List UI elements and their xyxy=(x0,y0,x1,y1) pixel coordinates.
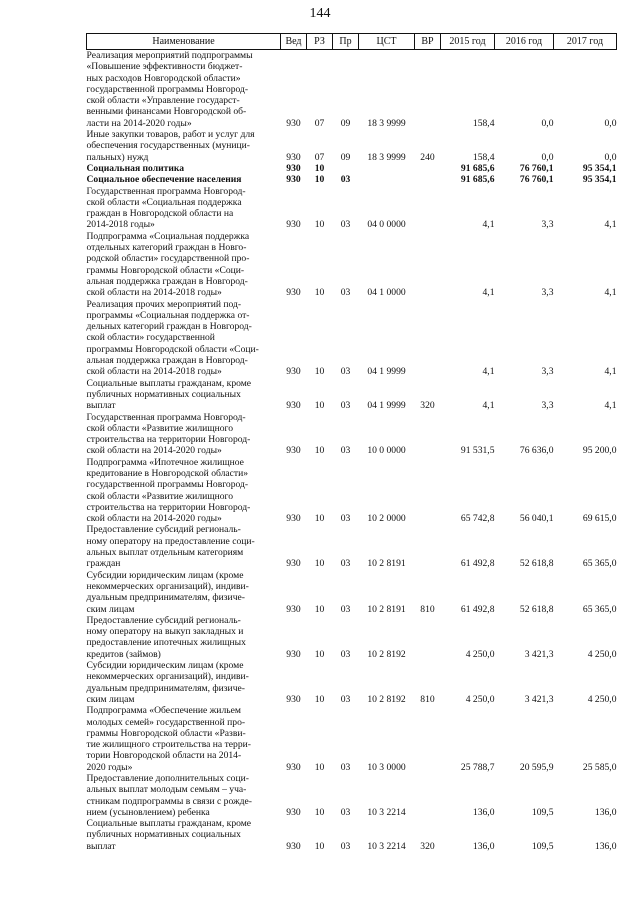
table-row xyxy=(87,570,617,615)
cell-name: Подпрограмма «Ипотечное жилищное кредитование в Новгородской области» государственной программы Новгород- ской области «Развитие жилищного строительства на территории Новгород- ской области на 2014-2020 годы» xyxy=(86,456,251,525)
cell-ved: 930 xyxy=(286,693,301,705)
cell-2016: 3,3 xyxy=(541,287,554,299)
cell-vr xyxy=(415,186,441,231)
cell-rz: 10 xyxy=(314,558,325,570)
cell-rz: 10 xyxy=(314,162,325,174)
cell-rz: 10 xyxy=(314,603,325,615)
cell-rz: 10 xyxy=(314,366,325,378)
cell-2016: 52 618,8 xyxy=(519,558,554,570)
header-rz: РЗ xyxy=(307,34,333,50)
table-row xyxy=(87,457,617,525)
cell-2016: 3,3 xyxy=(541,400,554,412)
header-name: Наименование xyxy=(87,34,281,50)
cell-vr xyxy=(415,705,441,773)
cell-pr: 03 xyxy=(340,693,351,705)
table-row xyxy=(87,163,617,174)
cell-vr xyxy=(415,231,441,299)
cell-2017: 95 354,1 xyxy=(582,162,617,174)
cell-name: Социальная политика xyxy=(86,162,185,174)
cell-pr: 09 xyxy=(340,117,351,129)
cell-cst: 10 2 0000 xyxy=(367,513,406,525)
cell-vr xyxy=(415,412,441,457)
cell-2016: 0,0 xyxy=(541,151,554,163)
cell-cst: 10 2 8192 xyxy=(367,648,406,660)
cell-vr xyxy=(415,524,441,569)
cell-2017: 136,0 xyxy=(594,840,617,852)
cell-cst: 18 3 9999 xyxy=(367,151,406,163)
cell-name: Социальные выплаты гражданам, кроме публичных нормативных социальных выплат xyxy=(86,818,252,852)
cell-2015: 158,4 xyxy=(472,117,495,129)
cell-pr: 03 xyxy=(340,287,351,299)
cell-2015: 91 531,5 xyxy=(460,445,495,457)
cell-2015: 91 685,6 xyxy=(460,162,495,174)
cell-2016: 56 040,1 xyxy=(519,513,554,525)
cell-pr: 03 xyxy=(340,400,351,412)
cell-ved: 930 xyxy=(286,162,301,174)
cell-2017: 65 365,0 xyxy=(582,558,617,570)
cell-pr: 03 xyxy=(340,648,351,660)
cell-cst: 04 0 0000 xyxy=(367,219,406,231)
cell-2016: 20 595,9 xyxy=(519,761,554,773)
cell-name: Субсидии юридическим лицам (кроме некоммерческих организаций), индиви- дуальным предпринимателям, физиче- ским лицам xyxy=(86,660,249,705)
header-2016: 2016 год xyxy=(495,34,554,50)
cell-cst: 10 3 0000 xyxy=(367,761,406,773)
header-cst: ЦСТ xyxy=(359,34,415,50)
cell-vr: 240 xyxy=(420,151,435,163)
cell-2017: 25 585,0 xyxy=(582,761,617,773)
cell-2015: 4,1 xyxy=(482,219,495,231)
cell-rz: 10 xyxy=(314,219,325,231)
table-row xyxy=(87,378,617,412)
cell-rz: 07 xyxy=(314,151,325,163)
cell-rz: 10 xyxy=(314,806,325,818)
cell-2017: 0,0 xyxy=(604,151,617,163)
cell-2016: 109,5 xyxy=(531,806,554,818)
cell-2017: 136,0 xyxy=(594,806,617,818)
cell-vr: 810 xyxy=(420,603,435,615)
table-row xyxy=(87,186,617,231)
cell-cst: 10 3 2214 xyxy=(367,840,406,852)
cell-ved: 930 xyxy=(286,603,301,615)
header-vr: ВР xyxy=(415,34,441,50)
cell-name: Государственная программа Новгород- ской области «Социальная поддержка граждан в Новгородской области на 2014-2018 годы» xyxy=(86,185,246,231)
cell-pr: 03 xyxy=(340,840,351,852)
cell-name: Реализация мероприятий подпрограммы «Повышение эффективности бюджет- ных расходов Новгородской области» государственной программы Новгород- ской области «Управление государст- венными финансами Новгородской об- ласти на 2014-2020 годы» xyxy=(86,50,253,129)
cell-vr xyxy=(415,163,441,174)
cell-2017: 4,1 xyxy=(604,366,617,378)
cell-cst: 10 2 8191 xyxy=(367,603,406,615)
cell-ved: 930 xyxy=(286,445,301,457)
cell-cst: 10 2 8192 xyxy=(367,693,406,705)
cell-vr xyxy=(415,50,441,130)
cell-rz: 10 xyxy=(314,445,325,457)
cell-name: Реализация прочих мероприятий под- программы «Социальная поддержка от- дельных категорий граждан в Новгород- ской области» государственной программы Новгородской области «Соци- альная поддержка граждан в Новгород- ской области на 2014-2018 годы» xyxy=(86,298,259,378)
cell-vr: 320 xyxy=(420,840,435,852)
cell-ved: 930 xyxy=(286,219,301,231)
cell-cst xyxy=(359,174,415,185)
cell-2017: 4 250,0 xyxy=(587,693,617,705)
cell-2015: 65 742,8 xyxy=(460,513,495,525)
cell-cst: 10 2 8191 xyxy=(367,558,406,570)
table-row xyxy=(87,129,617,163)
table-row xyxy=(87,615,617,660)
header-row xyxy=(87,34,617,50)
cell-2015: 4 250,0 xyxy=(465,693,495,705)
cell-name: Предоставление субсидий региональ- ному оператору на предоставление соци- альных выплат отдельным категориям граждан xyxy=(86,524,255,570)
cell-pr: 03 xyxy=(340,558,351,570)
cell-2015: 4,1 xyxy=(482,366,495,378)
cell-ved: 930 xyxy=(286,117,301,129)
cell-2015: 91 685,6 xyxy=(460,174,495,186)
cell-2016: 3 421,3 xyxy=(524,648,554,660)
cell-2016: 76 636,0 xyxy=(519,445,554,457)
cell-2016: 52 618,8 xyxy=(519,603,554,615)
cell-ved: 930 xyxy=(286,840,301,852)
cell-2015: 4,1 xyxy=(482,287,495,299)
cell-2017: 4,1 xyxy=(604,400,617,412)
cell-2017: 65 365,0 xyxy=(582,603,617,615)
cell-2016: 76 760,1 xyxy=(519,162,554,174)
cell-vr xyxy=(415,299,441,378)
page-number: 144 xyxy=(309,6,331,21)
cell-pr: 03 xyxy=(340,219,351,231)
cell-cst: 10 0 0000 xyxy=(367,445,406,457)
cell-name: Предоставление дополнительных соци- альных выплат молодым семьям – уча- стникам подпрограммы в связи с рожде- нием (усыновлением) ребенка xyxy=(86,773,253,818)
cell-name: Иные закупки товаров, работ и услуг для обеспечения государственных (муници- пальных) нужд xyxy=(86,129,255,163)
table-row xyxy=(87,412,617,457)
table-row xyxy=(87,705,617,773)
cell-ved: 930 xyxy=(286,513,301,525)
cell-2015: 61 492,8 xyxy=(460,603,495,615)
cell-cst: 10 3 2214 xyxy=(367,806,406,818)
cell-name: Социальное обеспечение населения xyxy=(86,174,242,186)
cell-2016: 3 421,3 xyxy=(524,693,554,705)
cell-ved: 930 xyxy=(286,400,301,412)
cell-2016: 0,0 xyxy=(541,117,554,129)
cell-pr: 09 xyxy=(340,151,351,163)
cell-cst: 04 1 0000 xyxy=(367,287,406,299)
cell-ved: 930 xyxy=(286,761,301,773)
cell-pr: 03 xyxy=(340,761,351,773)
cell-name: Предоставление субсидий региональ- ному оператору на выкуп закладных и предоставление ипотечных жилищных кредитов (займов) xyxy=(86,614,246,660)
cell-rz: 10 xyxy=(314,840,325,852)
table-row xyxy=(87,524,617,569)
cell-2015: 136,0 xyxy=(472,840,495,852)
budget-table xyxy=(86,33,617,852)
cell-vr: 810 xyxy=(420,693,435,705)
cell-rz: 10 xyxy=(314,693,325,705)
cell-pr: 03 xyxy=(340,445,351,457)
cell-2016: 3,3 xyxy=(541,219,554,231)
cell-rz: 10 xyxy=(314,287,325,299)
cell-2015: 4 250,0 xyxy=(465,648,495,660)
table-row xyxy=(87,773,617,818)
table-row xyxy=(87,50,617,130)
cell-name: Государственная программа Новгород- ской области «Развитие жилищного строительства на территории Новгород- ской области на 2014-2020 годы» xyxy=(86,411,251,457)
cell-2017: 69 615,0 xyxy=(582,513,617,525)
cell-2017: 4,1 xyxy=(604,219,617,231)
cell-ved: 930 xyxy=(286,558,301,570)
header-2017: 2017 год xyxy=(554,34,617,50)
cell-rz: 10 xyxy=(314,174,325,186)
cell-name: Подпрограмма «Обеспечение жильем молодых семей» государственной про- граммы Новгородской области «Разви- тие жилищного строительства на терри- тории Новгородской области на 2014- 2020 годы» xyxy=(86,705,251,773)
cell-ved: 930 xyxy=(286,151,301,163)
header-2015: 2015 год xyxy=(441,34,495,50)
cell-rz: 10 xyxy=(314,400,325,412)
cell-pr: 03 xyxy=(340,513,351,525)
cell-vr xyxy=(415,773,441,818)
header-pr: Пр xyxy=(333,34,359,50)
cell-2017: 4 250,0 xyxy=(587,648,617,660)
cell-rz: 07 xyxy=(314,117,325,129)
cell-2015: 158,4 xyxy=(472,151,495,163)
cell-name: Субсидии юридическим лицам (кроме некоммерческих организаций), индиви- дуальным предпринимателям, физиче- ским лицам xyxy=(86,569,249,615)
table-row xyxy=(87,660,617,705)
cell-2016: 76 760,1 xyxy=(519,174,554,186)
cell-cst: 04 1 9999 xyxy=(367,400,406,412)
cell-2015: 136,0 xyxy=(472,806,495,818)
cell-2017: 95 354,1 xyxy=(582,174,617,186)
cell-pr xyxy=(333,163,359,174)
cell-rz: 10 xyxy=(314,513,325,525)
cell-vr xyxy=(415,615,441,660)
cell-pr: 03 xyxy=(340,603,351,615)
cell-2015: 25 788,7 xyxy=(460,761,495,773)
cell-name: Подпрограмма «Социальная поддержка отдельных категорий граждан в Новго- родской области» государственной про- граммы Новгородской области «Соци- альная поддержка граждан в Новгород- ской области на 2014-2018 годы» xyxy=(86,230,250,299)
cell-2016: 3,3 xyxy=(541,366,554,378)
cell-2017: 4,1 xyxy=(604,287,617,299)
cell-ved: 930 xyxy=(286,806,301,818)
cell-2015: 61 492,8 xyxy=(460,558,495,570)
cell-ved: 930 xyxy=(286,366,301,378)
cell-vr xyxy=(415,174,441,185)
cell-ved: 930 xyxy=(286,174,301,186)
table-row xyxy=(87,231,617,299)
cell-rz: 10 xyxy=(314,648,325,660)
cell-2016: 109,5 xyxy=(531,840,554,852)
header-ved: Вед xyxy=(281,34,307,50)
table-row xyxy=(87,818,617,852)
cell-vr xyxy=(415,457,441,525)
cell-ved: 930 xyxy=(286,287,301,299)
cell-name: Социальные выплаты гражданам, кроме публичных нормативных социальных выплат xyxy=(86,377,252,412)
cell-pr: 03 xyxy=(340,174,351,186)
cell-pr: 03 xyxy=(340,366,351,378)
cell-2015: 4,1 xyxy=(482,400,495,412)
cell-cst xyxy=(359,163,415,174)
table-row xyxy=(87,174,617,185)
cell-2017: 0,0 xyxy=(604,117,617,129)
cell-cst: 04 1 9999 xyxy=(367,366,406,378)
cell-pr: 03 xyxy=(340,806,351,818)
cell-2017: 95 200,0 xyxy=(582,445,617,457)
cell-ved: 930 xyxy=(286,648,301,660)
cell-rz: 10 xyxy=(314,761,325,773)
cell-cst: 18 3 9999 xyxy=(367,117,406,129)
cell-vr: 320 xyxy=(420,400,435,412)
table-row xyxy=(87,299,617,378)
